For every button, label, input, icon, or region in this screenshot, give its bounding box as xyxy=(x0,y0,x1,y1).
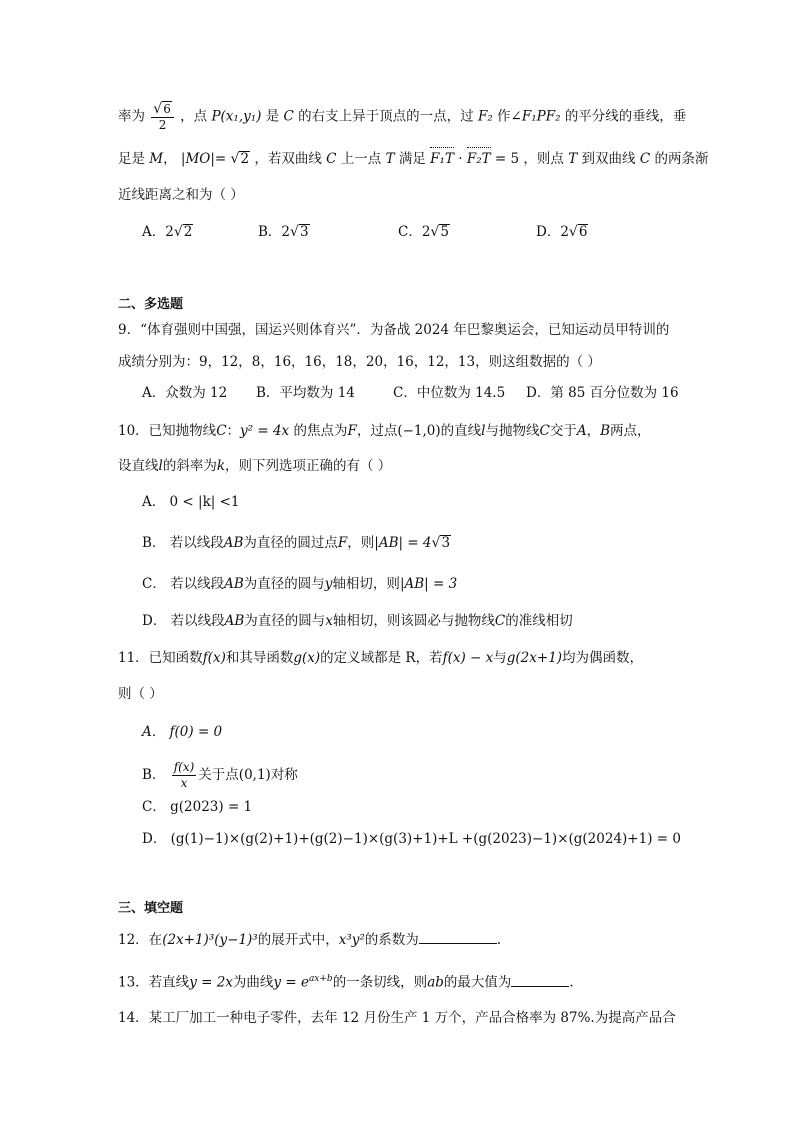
q11-option-a[interactable]: A． f(0) = 0 xyxy=(142,724,223,740)
text: 足是 xyxy=(118,151,145,167)
q9-option-b[interactable]: B．平均数为 14 xyxy=(256,385,355,401)
curve-exponent: ax+b xyxy=(308,974,333,984)
var-t: T xyxy=(385,151,395,167)
q11-line-1 xyxy=(118,648,643,668)
var-b: B xyxy=(600,423,611,439)
var-l: l xyxy=(158,458,163,474)
text: 与 xyxy=(493,650,507,666)
text: 率为 xyxy=(118,108,145,125)
var-ab: AB xyxy=(224,576,244,592)
q8-option-a[interactable]: A．2√2 xyxy=(142,224,193,240)
radicand: 6 xyxy=(578,224,588,240)
text: 与抛物线 xyxy=(485,423,540,439)
text: 10．已知抛物线 xyxy=(118,423,217,439)
option-label: C．2 xyxy=(398,224,431,240)
sqrt-2: 2 xyxy=(240,151,250,167)
angle-f1pf2: F₁PF₂ xyxy=(521,108,561,125)
q9-line-2: 成绩分别为：9，12，8，16，16，18，20，16，12，13，则这组数据的（ ） xyxy=(118,354,601,370)
q10-line-2 xyxy=(118,456,391,476)
curve-equation: y = e xyxy=(273,974,309,991)
var-a: A xyxy=(576,423,587,439)
q14-line-1: 14．某工厂加工一种电子零件，去年 12 月份生产 1 万个，产品合格率为 87%.为提高产品合 xyxy=(118,1010,676,1026)
text: 为直径的圆与 xyxy=(243,576,325,592)
text: 上一点 xyxy=(340,151,382,167)
sqrt6-over-2-fraction: $\frac{√6}{2}$ xyxy=(151,101,174,133)
q10-option-c[interactable] xyxy=(142,574,457,594)
var-f: F xyxy=(347,423,357,439)
function-g: g(x) xyxy=(293,650,321,666)
text: 的最大值为 xyxy=(443,974,512,991)
equals-5: = 5 xyxy=(490,151,520,167)
text: 是 xyxy=(265,108,280,125)
text: 作∠ xyxy=(497,108,522,125)
dot-operator: · xyxy=(453,151,467,167)
option-label: B． xyxy=(142,767,166,783)
var-f: F xyxy=(337,535,348,551)
text: 的一条切线，则 xyxy=(332,974,428,991)
frac-num: 6 xyxy=(163,102,171,116)
text: 关于点(0,1)对称 xyxy=(198,767,298,783)
q11-option-c[interactable]: C． g(2023) = 1 xyxy=(142,799,253,815)
q10-line-1 xyxy=(118,421,651,441)
q8-line-3: 近线距离之和为（ ） xyxy=(118,187,244,203)
text: 的系数为 xyxy=(364,932,419,948)
text: 的右支上异于顶点的一点，过 xyxy=(298,108,474,125)
text: 到双曲线 xyxy=(581,151,636,167)
text: 的展开式中， xyxy=(257,932,339,948)
text: ，点 xyxy=(180,108,208,125)
var-c: C xyxy=(216,423,227,439)
text: 13．若直线 xyxy=(118,974,190,991)
text: ， xyxy=(586,423,601,439)
text: 轴相切，则该圆必与抛物线 xyxy=(332,613,495,629)
text: ，过点 xyxy=(356,423,398,439)
radicand: 2 xyxy=(183,224,193,240)
radicand: 3 xyxy=(299,224,309,240)
text: . xyxy=(569,974,574,991)
abs-ab: |AB| = 3 xyxy=(399,576,458,592)
section-heading-fill-blank: 三、填空题 xyxy=(118,901,184,916)
text: ， xyxy=(163,151,177,167)
q11-option-b[interactable] xyxy=(142,760,298,791)
var-c: C xyxy=(326,151,337,167)
var-ab: AB xyxy=(224,613,245,629)
text: . xyxy=(496,932,502,948)
text: 和其导函数 xyxy=(225,650,294,666)
text: 满足 xyxy=(398,151,426,167)
radicand: 3 xyxy=(441,535,451,551)
frac-den: 2 xyxy=(158,118,167,132)
expr-f-minus-x: f(x) − x xyxy=(442,650,494,666)
q9-line-1: 9．“体育强则中国强，国运兴则体育兴”．为备战 2024 年巴黎奥运会，已知运动员甲特训的 xyxy=(118,322,670,338)
radicand: 5 xyxy=(440,224,449,240)
q10-option-d[interactable] xyxy=(142,611,573,631)
point-neg1-0: (−1,0) xyxy=(397,423,441,439)
q9-option-c[interactable]: C．中位数为 14.5 xyxy=(393,385,506,401)
var-l: l xyxy=(481,423,486,439)
text: 轴相切，则 xyxy=(332,576,400,592)
vector-f2t: F₂T xyxy=(466,151,491,167)
var-k: k xyxy=(216,458,226,474)
text: 为直径的圆与 xyxy=(244,613,326,629)
var-c: C xyxy=(283,108,294,125)
var-x: x xyxy=(325,613,333,629)
text: ，若双曲线 xyxy=(254,151,322,167)
line-equation: y = 2x xyxy=(189,974,233,991)
q9-option-d[interactable]: D．第 85 百分位数为 16 xyxy=(526,385,679,401)
frac-den: x xyxy=(180,776,188,790)
q10-option-b[interactable]: B． 若以线段AB为直径的圆过点F，则|AB| = 4√3 xyxy=(142,535,451,551)
text: 交于 xyxy=(549,423,577,439)
section-heading-multiple-choice: 二、多选题 xyxy=(118,297,184,312)
q11-option-d[interactable]: D． (g(1)−1)×(g(2)+1)+(g(2)−1)×(g(3)+1)+L +(g(2023)−1)×(g(2024)+1) = 0 xyxy=(142,831,681,847)
text: 为直径的圆过点 xyxy=(243,535,338,551)
answer-blank[interactable] xyxy=(419,931,497,944)
abs-mo: |MO|= xyxy=(180,151,231,167)
q8-option-d[interactable]: D．2√6 xyxy=(536,224,588,240)
frac-num: f(x) xyxy=(173,760,195,774)
text: D． 若以线段 xyxy=(142,613,225,629)
q8-line-1 xyxy=(118,101,686,133)
term-x3y2: x³y² xyxy=(338,932,365,948)
function-f: f(x) xyxy=(202,650,226,666)
text: 11．已知函数 xyxy=(118,650,203,666)
text: 的平分线的垂线，垂 xyxy=(564,108,687,125)
text: 的斜率为 xyxy=(162,458,217,474)
expr-g-2x-plus-1: g(2x+1) xyxy=(506,650,563,666)
text: 均为偶函数， xyxy=(562,650,644,666)
vector-f1t: F₁T xyxy=(430,151,454,167)
text: ，则下列选项正确的有（ ） xyxy=(225,458,392,474)
text: 的准线相切 xyxy=(505,613,573,629)
text: 的两条渐 xyxy=(654,151,709,167)
text: ，则点 xyxy=(523,151,564,167)
var-y: y xyxy=(324,576,333,592)
text: 为曲线 xyxy=(232,974,274,991)
text: 的焦点为 xyxy=(293,423,348,439)
binomial-expression: (2x+1)³(y−1)³ xyxy=(162,932,258,948)
var-c: C xyxy=(494,613,506,629)
q8-option-c[interactable]: C．2√5 xyxy=(398,224,449,240)
text: 12．在 xyxy=(118,932,163,948)
parabola-equation: y² = 4x xyxy=(240,423,290,439)
answer-blank[interactable] xyxy=(511,974,569,987)
point-p: P(x₁,y₁) xyxy=(211,108,262,125)
option-label: D．2 xyxy=(536,224,569,240)
text: 的直线 xyxy=(440,423,482,439)
abs-ab: |AB| = 4 xyxy=(374,535,432,551)
text: C． 若以线段 xyxy=(142,576,225,592)
q10-option-a[interactable]: A． 0 < |k| <1 xyxy=(142,494,240,510)
text: B． 若以线段 xyxy=(142,535,224,551)
text: 设直线 xyxy=(118,458,159,474)
q12-line xyxy=(118,930,501,950)
var-ab: ab xyxy=(427,974,444,991)
var-t: T xyxy=(568,151,578,167)
var-m: M xyxy=(149,151,164,167)
q11-line-2: 则（ ） xyxy=(118,686,163,702)
var-c: C xyxy=(539,423,550,439)
var-c: C xyxy=(639,151,651,167)
f-over-x-fraction xyxy=(172,760,197,791)
text: 的定义域都是 R，若 xyxy=(320,650,443,666)
text: 两点， xyxy=(610,423,651,439)
q8-option-b[interactable]: B．2√3 xyxy=(258,224,309,240)
q8-line-2: 足是 M， |MO|= √2 ，若双曲线 C 上一点 T 满足 F₁T · F₂T = 5 ，则点 T 到双曲线 C 的两条渐 xyxy=(118,151,709,167)
option-label: B．2 xyxy=(258,224,291,240)
q9-option-a[interactable]: A．众数为 12 xyxy=(142,385,228,401)
var-ab: AB xyxy=(223,535,244,551)
option-label: A．2 xyxy=(142,224,174,240)
var-f2: F₂ xyxy=(477,108,493,125)
text: ： xyxy=(226,423,241,439)
q13-line xyxy=(118,969,574,993)
text: ，则 xyxy=(347,535,375,551)
